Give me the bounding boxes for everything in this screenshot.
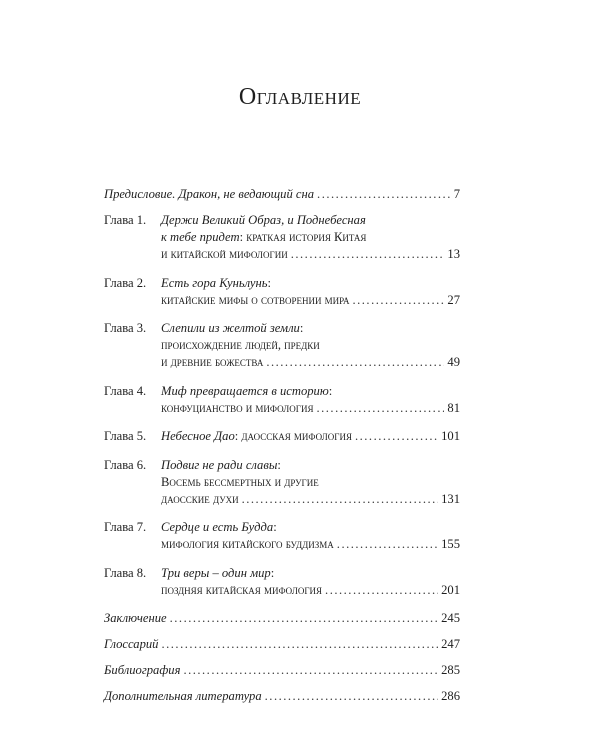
entry-text <box>161 565 274 582</box>
toc-line <box>104 474 460 491</box>
entry-title-italic: Есть гора Куньлунь <box>161 275 268 290</box>
page-number: 27 <box>447 292 460 307</box>
entry-text <box>161 536 334 553</box>
toc-line <box>104 565 460 582</box>
page-number: 285 <box>441 663 460 677</box>
toc-entry[interactable] <box>104 383 460 417</box>
toc-line <box>104 400 460 417</box>
page-number: 101 <box>441 429 460 443</box>
toc-line <box>104 229 460 246</box>
toc-entry[interactable] <box>104 610 460 627</box>
entry-text <box>161 457 281 474</box>
entry-subtitle: китайские мифы о сотворении мира <box>161 292 350 307</box>
entry-subtitle: краткая история Китая <box>246 230 367 244</box>
entry-text <box>161 383 332 400</box>
entry-title-italic: Слепили из желтой земли <box>161 321 300 335</box>
toc-line <box>104 428 460 445</box>
entry-text <box>161 354 263 371</box>
entry-text <box>161 337 320 354</box>
toc-line <box>104 383 460 400</box>
table-of-contents <box>104 186 460 714</box>
toc-line <box>104 212 460 229</box>
dot-leader <box>325 582 438 599</box>
dot-leader <box>265 688 438 705</box>
entry-punct: : <box>328 383 333 398</box>
toc-entry[interactable] <box>104 565 460 599</box>
toc-line <box>104 337 460 354</box>
entry-title-italic: Три веры – один мир <box>161 565 271 580</box>
entry-text <box>104 610 167 627</box>
dot-leader <box>242 491 439 508</box>
toc-line <box>104 354 460 371</box>
toc-line <box>104 610 460 627</box>
toc-line <box>104 320 460 337</box>
entry-punct: : <box>267 275 271 290</box>
entry-punct: : <box>239 230 244 244</box>
chapter-number: Глава 3. <box>104 321 147 335</box>
entry-subtitle: даосские духи <box>161 491 239 506</box>
entry-punct: : <box>234 429 239 443</box>
chapter-number: Глава 8. <box>104 565 147 580</box>
entry-subtitle: и древние божества <box>161 355 264 369</box>
toc-entry[interactable] <box>104 457 460 508</box>
entry-subtitle: даосская мифология <box>241 429 352 443</box>
entry-subtitle: происхождение людей, предки <box>161 338 320 352</box>
entry-title-italic: Заключение <box>104 611 167 625</box>
entry-text <box>161 474 319 491</box>
chapter-number: Глава 5. <box>104 429 147 443</box>
dot-leader <box>316 400 444 417</box>
page-number: 247 <box>441 637 460 651</box>
dot-leader <box>291 246 445 263</box>
dot-leader <box>352 292 444 309</box>
entry-title-italic: Подвиг не ради славы <box>161 457 278 472</box>
toc-entry[interactable] <box>104 212 460 263</box>
toc-line <box>104 536 460 553</box>
dot-leader <box>161 636 438 653</box>
entry-text <box>104 636 158 653</box>
toc-entry[interactable] <box>104 519 460 553</box>
toc-line <box>104 292 460 309</box>
entry-text <box>104 688 262 705</box>
toc-entry[interactable] <box>104 636 460 653</box>
entry-text <box>104 662 180 679</box>
page-number: 49 <box>447 355 460 369</box>
entry-text <box>104 186 314 203</box>
chapter-number: Глава 1. <box>104 213 147 227</box>
entry-text <box>161 212 366 229</box>
entry-text <box>161 246 288 263</box>
dot-leader <box>170 610 438 627</box>
page-number: 131 <box>441 491 460 506</box>
page-number: 201 <box>441 582 460 597</box>
entry-subtitle: конфуцианство и мифология <box>161 400 314 415</box>
page-title: Оглавление <box>238 84 362 110</box>
toc-line <box>104 519 460 536</box>
page-number: 7 <box>453 187 460 201</box>
entry-text <box>161 292 349 309</box>
entry-subtitle: Восемь бессмертных и другие <box>161 474 319 489</box>
entry-title-italic: Миф превращается в историю <box>161 383 329 398</box>
toc-line <box>104 662 460 679</box>
entry-subtitle: и китайской мифологии <box>161 247 288 261</box>
entry-text <box>161 320 303 337</box>
entry-title-italic: Глоссарий <box>104 637 159 651</box>
toc-entry[interactable] <box>104 320 460 371</box>
toc-line <box>104 275 460 292</box>
entry-text <box>161 275 271 292</box>
entry-title-italic: Дополнительная литература <box>104 689 262 703</box>
toc-entry[interactable] <box>104 688 460 705</box>
dot-leader <box>317 186 451 203</box>
entry-punct: : <box>299 321 304 335</box>
toc-line <box>104 582 460 599</box>
entry-title-italic: Библиография <box>104 663 181 677</box>
dot-leader <box>183 662 438 679</box>
entry-text <box>161 519 277 536</box>
entry-text <box>161 428 352 445</box>
entry-subtitle: мифология китайского буддизма <box>161 537 334 551</box>
dot-leader <box>266 354 444 371</box>
entry-title-italic: к тебе придет <box>161 230 240 244</box>
entry-subtitle: поздняя китайская мифология <box>161 582 323 597</box>
page-number: 286 <box>441 689 460 703</box>
dot-leader <box>355 428 438 445</box>
toc-line <box>104 246 460 263</box>
chapter-number: Глава 6. <box>104 457 147 472</box>
entry-punct: : <box>273 520 277 534</box>
entry-text <box>161 229 366 246</box>
entry-text <box>161 582 322 599</box>
entry-title-italic: Держи Великий Образ, и Поднебесная <box>161 213 366 227</box>
toc-entry[interactable] <box>104 428 460 445</box>
toc-line <box>104 491 460 508</box>
page-number: 81 <box>447 400 460 415</box>
chapter-number: Глава 7. <box>104 520 147 534</box>
chapter-number: Глава 2. <box>104 275 147 290</box>
page-number: 155 <box>441 537 460 551</box>
entry-title-italic: Предисловие. Дракон, не ведающий сна <box>104 187 315 201</box>
chapter-number: Глава 4. <box>104 383 147 398</box>
toc-line <box>104 186 460 203</box>
toc-line <box>104 636 460 653</box>
page-number: 245 <box>441 611 460 625</box>
entry-text <box>161 491 239 508</box>
toc-line <box>104 457 460 474</box>
toc-entry[interactable] <box>104 662 460 679</box>
toc-entry[interactable] <box>104 275 460 309</box>
dot-leader <box>337 536 438 553</box>
entry-title-italic: Сердце и есть Будда <box>161 520 274 534</box>
entry-title-italic: Небесное Дао <box>161 429 235 443</box>
toc-entry[interactable] <box>104 186 460 203</box>
entry-text <box>161 400 313 417</box>
page-number: 13 <box>447 247 460 261</box>
entry-punct: : <box>270 565 275 580</box>
entry-punct: : <box>277 457 281 472</box>
toc-line <box>104 688 460 705</box>
